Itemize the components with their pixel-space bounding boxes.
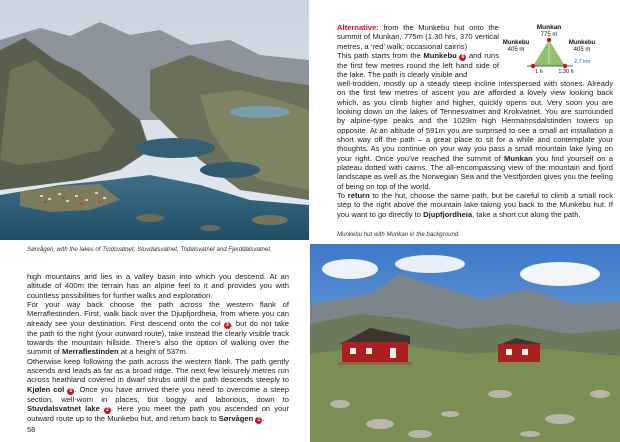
profile-summit-alt: 775 m	[540, 32, 558, 38]
elevation-profile	[503, 22, 607, 80]
profile-right-alt: 405 m	[573, 47, 591, 53]
waypoint-6-icon: 6	[461, 54, 465, 61]
profile-time-right: 1.30 h	[558, 69, 574, 75]
profile-left-alt: 405 m	[507, 47, 525, 53]
profile-left-name: Munkebu	[503, 40, 530, 46]
merraflestinden-name: Merraflestinden	[62, 347, 119, 357]
stuvdalsvatnet-name: Stuvdalsvatnet lake	[27, 404, 100, 414]
munkebu-name: Munkebu	[423, 51, 457, 61]
profile-start-dot	[531, 64, 535, 68]
munkan-name: Munkan	[504, 153, 533, 163]
right-column-text: well-trodden, mostly up a steady steep incline interspersed with stones. Already on the first few metres of ascent you are afforded a lovely view looking back which, as you climb higher and higher, quickly opens out. Very soon you are looking down on the lakes of Tennesvatnet and Krokvatnet. You are surrounded by alpine-type peaks and the 1029m high Hermannsdalstinden towers up opposite. At an altitude of 591m you are surprised to see a small art installation a short way off the path – a great place to sit for a while and contemplate your thoughts. As you continue on your way you pass a small mountain lake lying on your right. Once you’ve reached the summit of Munkan you find yourself on a plateau dotted with cairns. The all-encompassing view of the mountain and fjord landscape as well as the Norwegian Sea and the Vestfjorden gives you the feeling of being on top of the world. To return to the hut, choose the same path, but be careful to climb a small rock step to the right above the mountain lake taking you back to the Munkebu hut. If you want to go directly to Djupfjordheia, take a short cut along the path.	[337, 79, 613, 219]
kjolen-col-name: Kjølen col	[27, 384, 65, 394]
return-label: return	[347, 191, 370, 201]
left-column-text: high mountains and lies in a valley basin into which you descend. At an altitude of 400m the terrain has an alpine feel to it and provides you with countless possibilities for further walks and exploration. For your way back choose the path across the western flank of Merraflestinden. First, walk back over the Djupfjordheia, from where you can already see your destination. First descend onto the col 3 , but do not take the path to the right (your outward route), take instead the clearly visible track towards the mountain hillside. There’s also the option of walking over the summit of Merraflestinden at a height of 537m. Otherwise keep following the path across the western flank. The path gently ascends and leads as far as a broad ridge. The next few leisurely metres run across heathland covered in dwarf shrubs until the path descends steeply to Kjølen col 5 . Once you have arrived there you need to overcome a steep section, well-worn in places, but boggy and laborious, down to Stuvdalsvatnet lake 2 . Here you meet the path you ascended on your outward route up to the Munkebu hut, and return back to Sørvågen 1 .	[27, 272, 290, 424]
alternative-label: Alternative:	[337, 23, 379, 32]
alternative-text: from the Munkebu hut onto the summit of Munkan, 775m (1.30 hrs, 370 vertical metres, a ‘red’ walk; occasional cairns)	[337, 23, 499, 51]
djupfjordheia-name: Djupfjordheia	[423, 209, 473, 219]
profile-time-left: 1 h	[535, 69, 543, 75]
munkebu-hut-photo	[310, 244, 620, 442]
page-number: 58	[27, 425, 36, 434]
sorvagen-name: Sørvågen	[218, 414, 254, 424]
photo-caption-left: Sørvågen, with the lakes of Tindsvatnet, Stuvdalsvatnet, Tridalsvatnet and Fjerddalsvatnet.	[27, 246, 272, 253]
photo-caption-right: Munkebu hut with Munkan in the background.	[337, 231, 460, 238]
profile-summit-name: Munkan	[536, 24, 562, 31]
waypoint-1-icon: 1	[257, 417, 261, 424]
lofoten-aerial-photo	[0, 0, 309, 240]
profile-right-name: Munkebu	[568, 40, 596, 46]
waypoint-5-icon: 5	[69, 387, 73, 394]
profile-end-dot	[563, 64, 567, 68]
alternative-intro: Alternative: from the Munkebu hut onto the summit of Munkan, 775m (1.30 hrs, 370 vertical metres, a ‘red’ walk; occasional cairns) This path starts from the Munkebu 6 and runs the first few metres round the left hand side of the lake. The path is clearly visible and	[337, 23, 499, 80]
waypoint-3-icon: 3	[225, 321, 229, 328]
waypoint-2-icon: 2	[105, 407, 109, 414]
profile-distance: 2.7 km	[574, 59, 591, 65]
profile-summit-dot	[547, 38, 551, 42]
